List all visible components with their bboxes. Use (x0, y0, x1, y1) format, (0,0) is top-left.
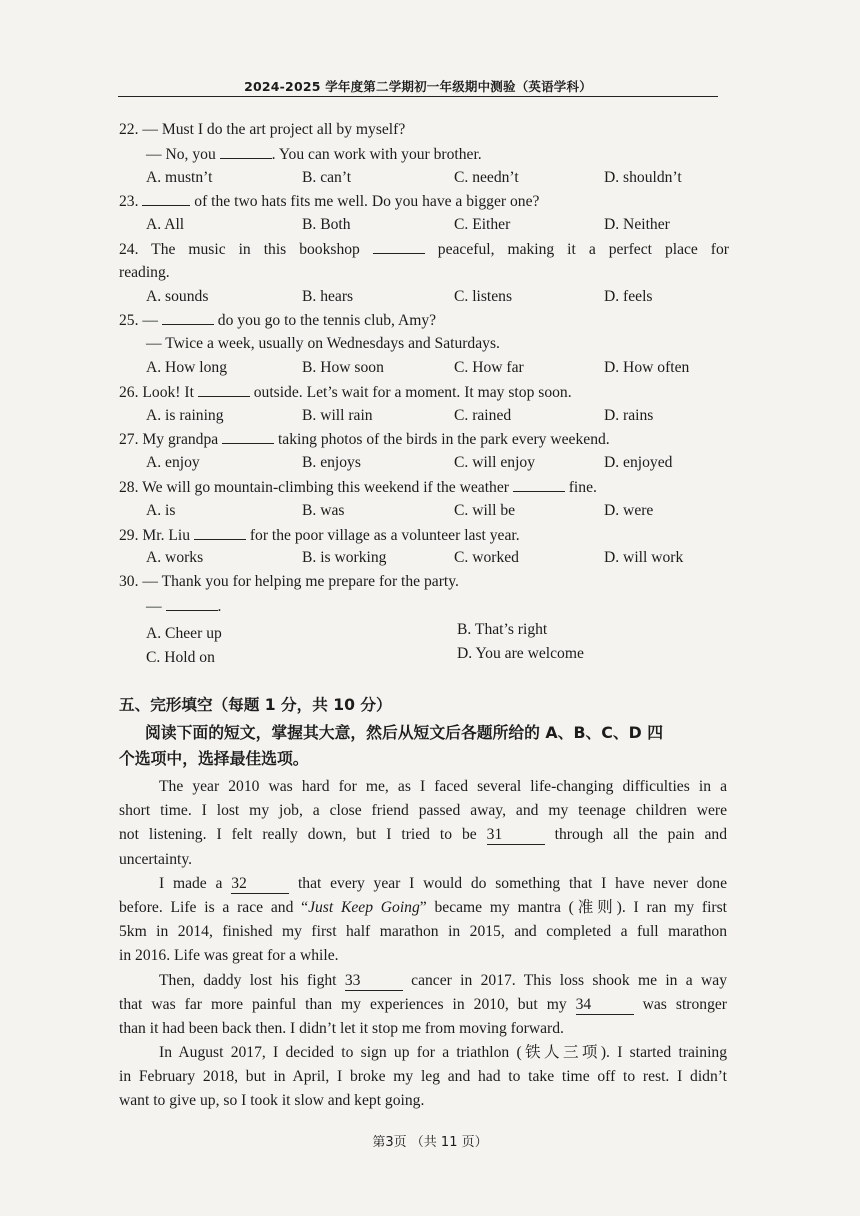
option-c: C. worked (454, 549, 519, 567)
option-d: D. feels (604, 287, 653, 305)
passage-line: The year 2010 was hard for me, as I faced several life-changing difficulties in a (159, 778, 727, 795)
question-24-options (119, 285, 729, 309)
option-d: D. How often (604, 358, 690, 376)
option-c: C. needn’t (454, 168, 519, 186)
question-30-reply: — . (119, 594, 729, 620)
option-b: B. hears (302, 287, 354, 305)
page-number: 第3页 （共 11 页） (372, 1135, 488, 1150)
cloze-blank-31: 31 (487, 826, 545, 845)
question-25-reply: — Twice a week, usually on Wednesdays and Saturdays. (146, 335, 500, 353)
option-d: D. Neither (604, 216, 670, 234)
question-29-options (119, 546, 729, 570)
passage-line: want to give up, so I took it slow and kept going. (119, 1092, 425, 1110)
question-30-options-row1 (119, 620, 729, 644)
answer-blank (162, 308, 214, 325)
cloze-blank-34: 34 (576, 996, 634, 1015)
passage-line: short time. I lost my job, a close friend passed away, and my teenage children were (119, 802, 727, 820)
cloze-blank-33: 33 (345, 972, 403, 991)
passage-line: than it had been back then. I didn’t let it stop me from moving forward. (119, 1019, 564, 1037)
option-a: A. is (146, 501, 176, 519)
question-23-options (119, 213, 729, 237)
answer-blank (198, 380, 250, 397)
option-a: A. is raining (146, 406, 224, 424)
question-24: 24. The music in this bookshop peaceful, making it a perfect place for (119, 237, 729, 261)
answer-blank (166, 594, 218, 611)
option-c: C. listens (454, 287, 513, 305)
page-header: 2024-2025 学年度第二学期初一年级期中测验（英语学科） (244, 79, 592, 94)
option-d: D. were (604, 501, 654, 519)
option-a: A. All (146, 216, 185, 234)
passage-line: in February 2018, but in April, I broke my leg and had to take time off to rest. I didn’t (119, 1068, 727, 1086)
option-c: C. How far (454, 358, 524, 376)
option-a: A. works (146, 549, 204, 567)
question-30: 30. — Thank you for helping me prepare for the party. (119, 573, 459, 591)
option-c: C. rained (454, 406, 512, 424)
question-28-options (119, 499, 729, 523)
passage-line: 5km in 2014, finished my first half marathon in 2015, and completed a full marathon (119, 923, 727, 941)
question-27-options (119, 451, 729, 475)
section-title: 五、完形填空（每题 1 分，共 10 分） (119, 696, 392, 714)
question-26: 26. Look! It outside. Let’s wait for a moment. It may stop soon. (119, 380, 729, 404)
passage-line: not listening. I felt really down, but I tried to be 31 through all the pain and (119, 826, 727, 844)
question-26-options (119, 404, 729, 428)
option-b: B. Both (302, 216, 351, 234)
option-a: A. enjoy (146, 454, 200, 472)
option-a: A. mustn’t (146, 168, 213, 186)
option-c: C. Either (454, 216, 511, 234)
question-28: 28. We will go mountain-climbing this weekend if the weather fine. (119, 475, 729, 499)
question-22-options (119, 166, 729, 190)
option-c: C. Hold on (146, 648, 215, 666)
option-b: B. is working (302, 549, 387, 567)
option-a: A. sounds (146, 287, 209, 305)
question-23: 23. of the two hats fits me well. Do you have a bigger one? (119, 189, 729, 213)
cloze-passage (119, 775, 727, 1114)
question-24-continued: reading. (119, 263, 170, 281)
passage-line: in 2016. Life was great for a while. (119, 947, 339, 965)
question-25: 25. — do you go to the tennis club, Amy? (119, 308, 729, 332)
option-d: D. shouldn’t (604, 168, 682, 186)
answer-blank (142, 189, 190, 206)
question-22-reply: — No, you . You can work with your brother. (119, 142, 729, 166)
instruction-line-1: 阅读下面的短文，掌握其大意，然后从短文后各题所给的 A、B、C、D 四 (145, 723, 664, 742)
option-d: D. You are welcome (457, 644, 584, 662)
option-c: C. will enjoy (454, 454, 535, 472)
question-30-options-row2 (119, 644, 729, 668)
option-d: D. rains (604, 406, 654, 424)
option-d: D. enjoyed (604, 454, 673, 472)
cloze-blank-32: 32 (231, 875, 289, 894)
option-b: B. How soon (302, 358, 384, 376)
answer-blank (513, 475, 565, 492)
passage-line: uncertainty. (119, 850, 193, 868)
option-b: B. will rain (302, 406, 373, 424)
question-25-options (119, 356, 729, 380)
passage-line: Then, daddy lost his fight 33 cancer in 2017. This loss shook me in a way (159, 971, 727, 989)
multiple-choice-section (119, 118, 729, 668)
option-b: B. enjoys (302, 454, 361, 472)
header-rule (118, 96, 718, 97)
option-a: A. How long (146, 358, 227, 376)
instruction-line-2: 个选项中，选择最佳选项。 (119, 749, 309, 768)
option-c: C. will be (454, 501, 516, 519)
option-b: B. can’t (302, 168, 352, 186)
answer-blank (222, 427, 274, 444)
question-29: 29. Mr. Liu for the poor village as a volunteer last year. (119, 523, 729, 547)
italic-mantra: Just Keep Going (308, 898, 420, 916)
answer-blank (194, 523, 246, 540)
passage-line: that was far more painful than my experiences in 2010, but my 34 was stronger (119, 995, 727, 1013)
passage-line: I made a 32 that every year I would do something that I have never done (159, 874, 727, 892)
section-instruction (119, 720, 729, 772)
option-d: D. will work (604, 549, 684, 567)
option-b: B. was (302, 501, 345, 519)
option-b: B. That’s right (457, 620, 548, 638)
question-22: 22. — Must I do the art project all by myself? (119, 121, 406, 138)
answer-blank (220, 142, 272, 159)
passage-line: before. Life is a race and “Just Keep Going” became my mantra (准则). I ran my first (119, 898, 727, 916)
option-a: A. Cheer up (146, 624, 222, 642)
question-27: 27. My grandpa taking photos of the birds in the park every weekend. (119, 427, 729, 451)
passage-line: In August 2017, I decided to sign up for a triathlon (铁人三项). I started training (159, 1044, 727, 1062)
answer-blank (373, 237, 425, 254)
